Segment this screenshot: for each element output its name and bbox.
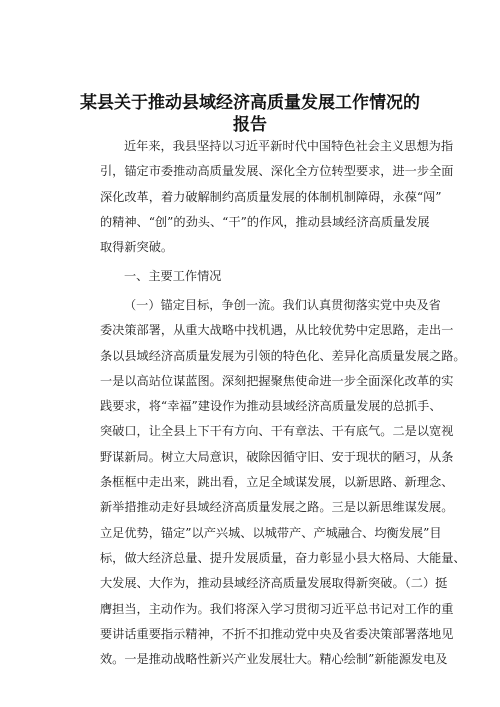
section-1-line: 效。一是推动战略性新兴产业发展壮大。精心绘制”新能源发电及 [100, 652, 448, 667]
section-1-line: 立足优势，锚定”以产兴城、以城带产、产城融合、均衡发展”目 [100, 525, 442, 540]
section-1-line: （一）锚定目标，争创一流。我们认真贯彻落实党中央及省 [124, 298, 441, 312]
intro-line: 引，锚定市委推动高质量发展、深化全方位转型要求，进一步全面 [100, 164, 454, 179]
section-1-paragraph [100, 293, 466, 672]
section-1-line: 野谋新局。树立大局意识，破除因循守旧、安于现状的陋习，从条 [100, 449, 454, 464]
section-1-line: 践要求，将“幸福”建设作为推动县域经济高质量发展的总抓手、 [100, 399, 442, 414]
intro-paragraph [100, 134, 454, 260]
section-1-line: 委决策部署，从重大战略中找机遇，从比较优势中定思路，走出一 [100, 323, 454, 338]
section-1-line: 条框框中走出来，跳出看，立足全域谋发展，以新思路、新理念、 [100, 475, 454, 490]
section-1-line: 标，做大经济总量、提升发展质量，奋力彰显小县大格局、大能量、 [100, 550, 466, 565]
document-title-line-2: 报告 [233, 115, 267, 135]
section-1-line: 大发展、大作为，推动县域经济高质量发展取得新突破。（二）挺 [100, 576, 448, 591]
section-1-line: 条以县域经济高质量发展为引领的特色化、差异化高质量发展之路。 [100, 348, 466, 363]
section-1-line: 新举措推动走好县域经济高质量发展之路。三是以新思维谋发展。 [100, 500, 454, 515]
section-1-line: 膺担当，主动作为。我们将深入学习贯彻习近平总书记对工作的重 [100, 601, 454, 616]
section-1-line: 突破口，让全县上下干有方向、干有章法、干有底气。二是以宽视 [100, 424, 454, 439]
section-1-heading-block [100, 264, 400, 289]
intro-line: 的精神、“创”的劲头、“干”的作风，推动县域经济高质量发展 [100, 214, 430, 229]
section-1-line: 一是以高站位谋蓝图。深刻把握聚焦使命进一步全面深化改革的实 [100, 373, 454, 388]
intro-line: 取得新突破。 [100, 240, 174, 255]
section-1-line: 要讲话重要指示精神，不折不扣推动党中央及省委决策部署落地见 [100, 626, 454, 641]
section-1-heading: 一、主要工作情况 [124, 269, 222, 283]
document-title-line-1: 某县关于推动县域经济高质量发展工作情况的 [80, 93, 420, 113]
intro-line: 近年来，我县坚持以习近平新时代中国特色社会主义思想为指 [124, 139, 454, 153]
intro-line: 深化改革，着力破解制约高质量发展的体制机制障碍，永葆“闯” [100, 189, 442, 204]
